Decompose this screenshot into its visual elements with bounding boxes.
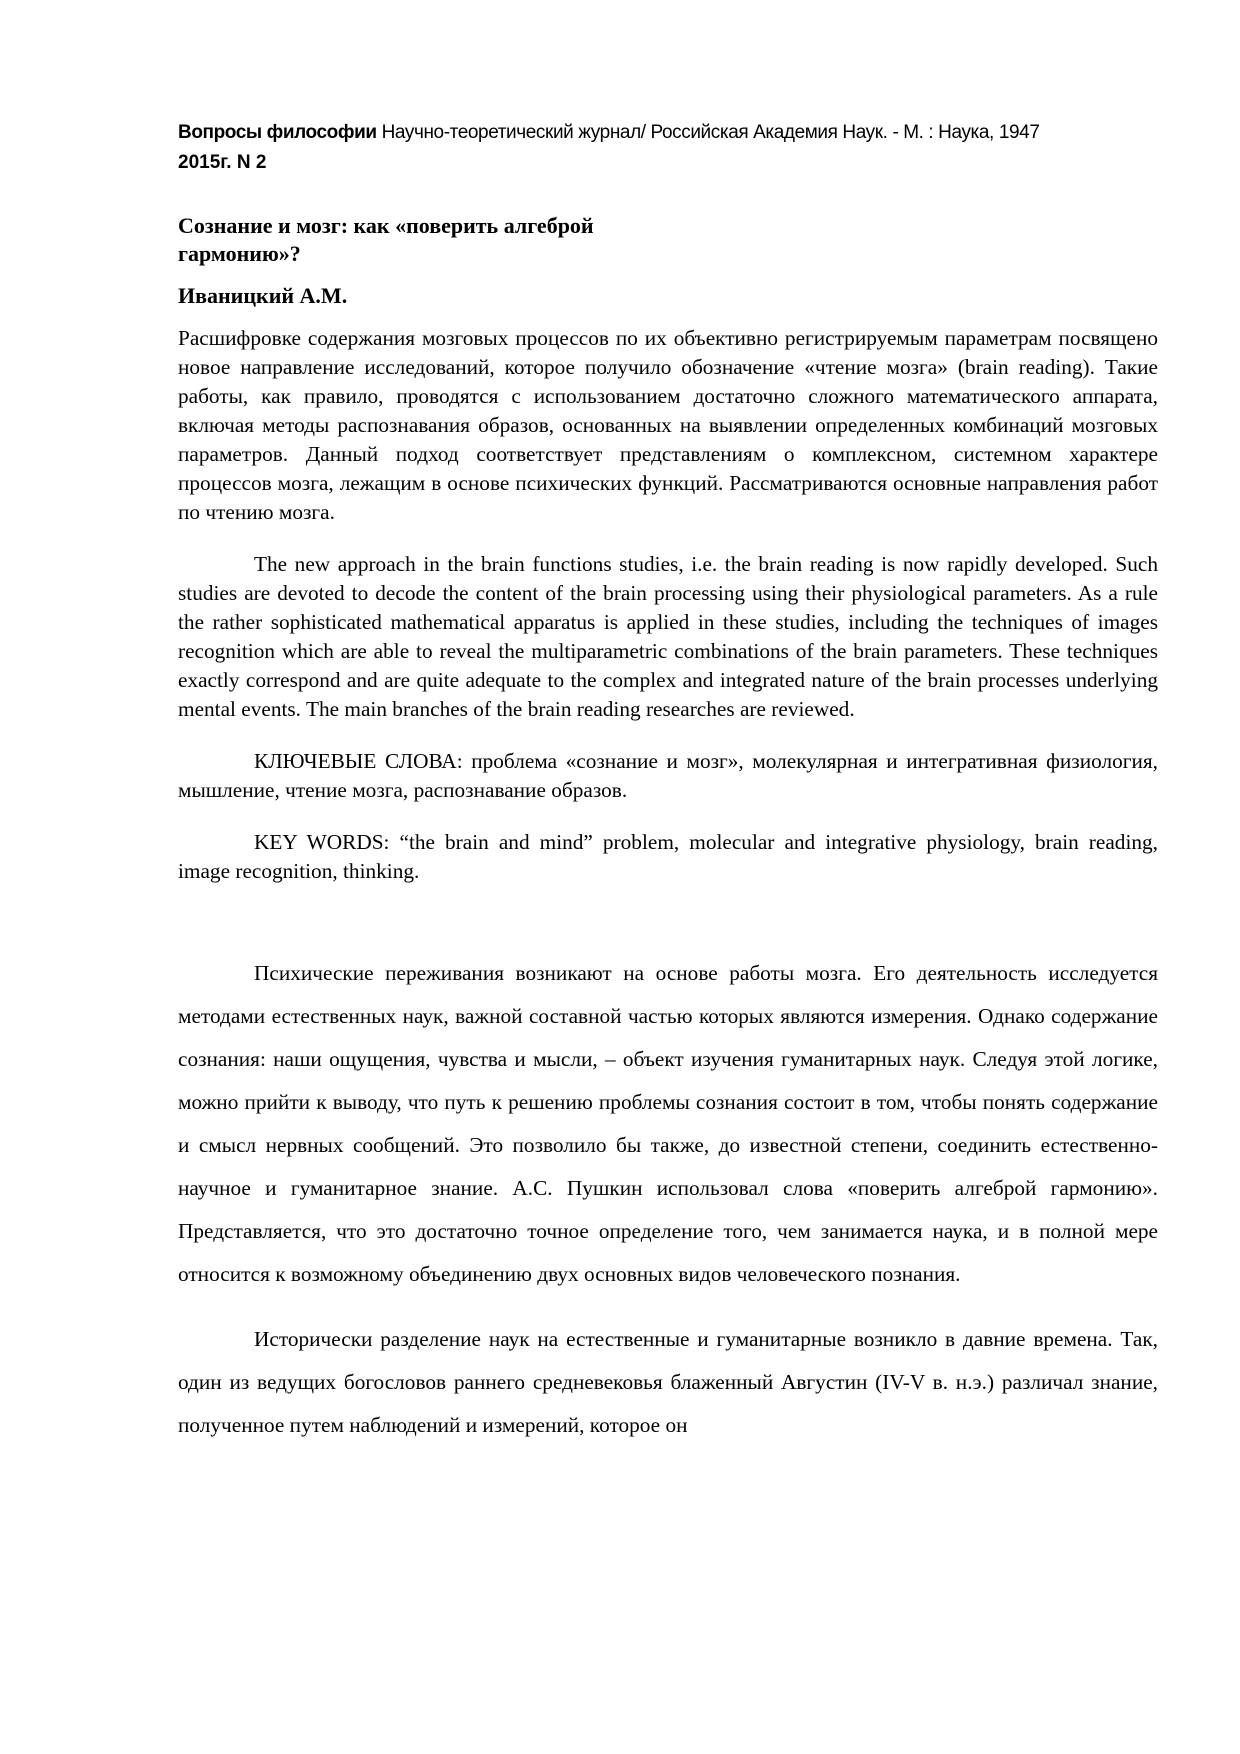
issue-number: 2015г. N 2 — [178, 152, 267, 173]
article-title: Сознание и мозг: как «поверить алгеброй гармонию»? — [178, 213, 594, 266]
journal-description: Научно-теоретический журнал/ Российская Академия Наук. - М. : Наука, 1947 — [376, 122, 1040, 143]
keywords-english: KEY WORDS: “the brain and mind” problem, molecular and integrative physiology, brain reading, image recognition, thinking. — [178, 830, 1158, 883]
body-paragraph: Исторически разделение наук на естественные и гуманитарные возникло в давние времена. Так, один из ведущих богословов раннего средневековья блаженный Августин (IV-V в. н.э.) различал знание, полученное путем наблюдений и измерений, которое он — [178, 1327, 1158, 1437]
abstract-russian: Расшифровке содержания мозговых процессов по их объективно регистрируемым параметрам посвящено новое направление исследований, которое получило обозначение «чтение мозга» (brain reading). Такие работы, как правило, проводятся с использованием достаточно сложного математического аппарата, включая методы распознавания образов, основанных на выявлении определенных комбинаций мозговых параметров. Данный подход соответствует представлениям о комплексном, системном характере процессов мозга, лежащим в основе психических функций. Рассматриваются основные направления работ по чтению мозга. — [178, 326, 1158, 524]
abstract-english: The new approach in the brain functions studies, i.e. the brain reading is now rapidly developed. Such studies are devoted to decode the content of the brain processing using their physiological parameters. As a rule the rather sophisticated mathematical apparatus is applied in these studies, including the techniques of images recognition which are able to reveal the multiparametric combinations of the brain parameters. These techniques exactly correspond and are quite adequate to the complex and integrated nature of the brain processes underlying mental events. The main branches of the brain reading researches are reviewed. — [178, 552, 1158, 721]
keywords-russian: КЛЮЧЕВЫЕ СЛОВА: проблема «сознание и мозг», молекулярная и интегративная физиология, мышление, чтение мозга, распознавание образов. — [178, 749, 1158, 802]
journal-name: Вопросы философии — [178, 122, 377, 143]
article-author: Иваницкий А.М. — [178, 283, 348, 308]
journal-citation — [178, 118, 1158, 148]
page-content — [178, 118, 1158, 1447]
body-paragraph: Психические переживания возникают на основе работы мозга. Его деятельность исследуется методами естественных наук, важной составной частью которых являются измерения. Однако содержание сознания: наши ощущения, чувства и мысли, – объект изучения гуманитарных наук. Следуя этой логике, можно прийти к выводу, что путь к решению проблемы сознания состоит в том, чтобы понять содержание и смысл нервных сообщений. Это позволило бы также, до известной степени, соединить естественно-научное и гуманитарное знание. А.С. Пушкин использовал слова «поверить алгеброй гармонию». Представляется, что это достаточно точное определение того, чем занимается наука, и в полной мере относится к возможному объединению двух основных видов человеческого познания. — [178, 961, 1158, 1286]
